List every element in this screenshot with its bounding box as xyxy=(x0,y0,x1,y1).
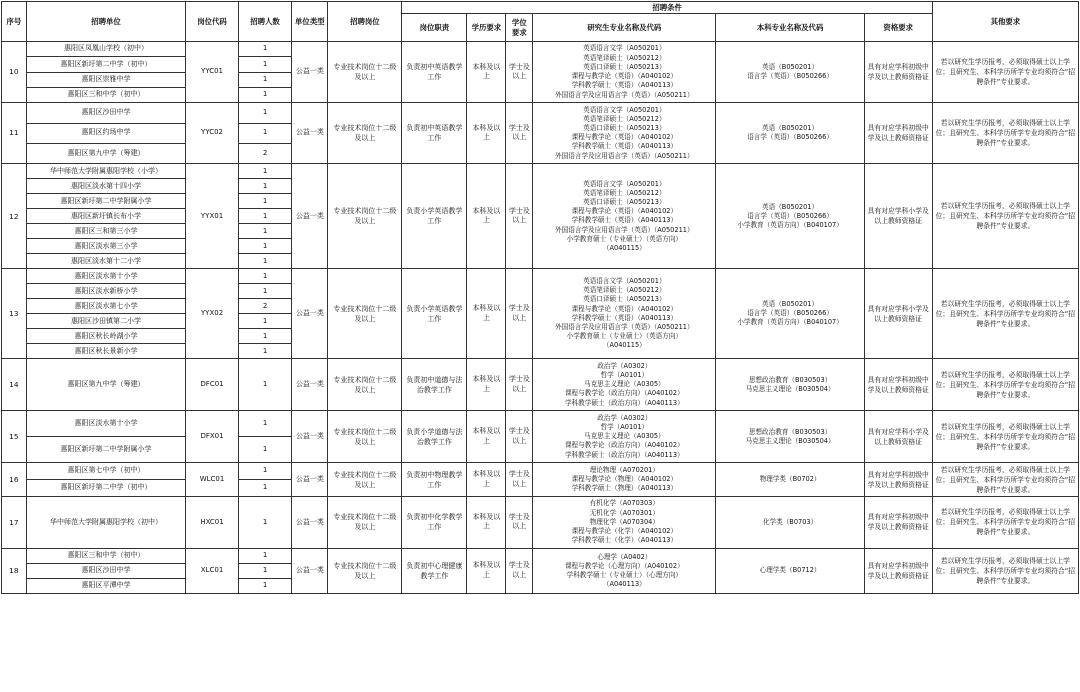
post-code: YYC01 xyxy=(186,42,239,103)
recruiting-unit: 惠阳区崇雅中学 xyxy=(26,72,186,87)
hire-count: 1 xyxy=(238,224,292,239)
hire-count: 1 xyxy=(238,72,292,87)
header-unit-type: 单位类型 xyxy=(292,2,328,42)
undergrad-majors: 英语（B050201） 语言学（英语）（B050266） xyxy=(716,103,864,164)
recruiting-unit: 惠阳区淡水第十四小学 xyxy=(26,179,186,194)
table-row xyxy=(2,463,1079,480)
row-seq: 16 xyxy=(2,463,27,497)
post-code: YYC02 xyxy=(186,103,239,164)
recruiting-unit: 惠阳区淡水第十小学 xyxy=(26,269,186,284)
row-seq: 15 xyxy=(2,411,27,463)
post-duty: 负责初中英语教学工作 xyxy=(402,103,467,164)
unit-type: 公益一类 xyxy=(292,548,328,593)
row-seq: 17 xyxy=(2,496,27,548)
post-duty: 负责小学英语教学工作 xyxy=(402,164,467,269)
recruiting-unit: 惠阳区淡水第三小学 xyxy=(26,239,186,254)
degree-requirement: 学士及以上 xyxy=(506,411,533,463)
post-code: DFC01 xyxy=(186,359,239,411)
education-requirement: 本科及以上 xyxy=(467,463,506,497)
hire-count: 1 xyxy=(238,329,292,344)
recruiting-unit: 惠阳区沙田中学 xyxy=(26,563,186,578)
post-level: 专业技术岗位十二级及以上 xyxy=(328,42,402,103)
table-row xyxy=(2,548,1079,563)
graduate-majors: 政治学（A0302） 哲学（A0101） 马克思主义理论（A0305） 课程与教学论（政治方向）（A040102） 学科教学硕士（政治方向）（A040113） xyxy=(533,411,716,463)
degree-requirement: 学士及以上 xyxy=(506,164,533,269)
post-duty: 负责初中物理教学工作 xyxy=(402,463,467,497)
graduate-majors: 政治学（A0302） 哲学（A0101） 马克思主义理论（A0305） 课程与教学论（政治方向）（A040102） 学科教学硕士（政治方向）（A040113） xyxy=(533,359,716,411)
recruiting-unit: 惠阳区沙田镇第二小学 xyxy=(26,314,186,329)
table-row xyxy=(2,359,1079,411)
recruiting-unit: 惠阳区凤凰山学校（初中） xyxy=(26,42,186,57)
post-code: HXC01 xyxy=(186,496,239,548)
hire-count: 1 xyxy=(238,103,292,123)
other-requirement: 若以研究生学历报考，必须取得硕士以上学位；且研究生、本科学历所学专业均须符合“招聘条件”专业要求。 xyxy=(932,103,1078,164)
degree-requirement: 学士及以上 xyxy=(506,496,533,548)
post-level: 专业技术岗位十二级及以上 xyxy=(328,103,402,164)
hire-count: 1 xyxy=(238,463,292,480)
hire-count: 1 xyxy=(238,164,292,179)
post-code: WLC01 xyxy=(186,463,239,497)
undergrad-majors: 物理学类（B0702） xyxy=(716,463,864,497)
hire-count: 1 xyxy=(238,123,292,143)
recruiting-unit: 惠阳区新圩第二中学附属小学 xyxy=(26,194,186,209)
post-code: XLC01 xyxy=(186,548,239,593)
header-conditions: 招聘条件 xyxy=(402,2,932,14)
table-row xyxy=(2,269,1079,284)
hire-count: 1 xyxy=(238,496,292,548)
recruiting-unit: 惠阳区新圩镇长布小学 xyxy=(26,209,186,224)
hire-count: 1 xyxy=(238,87,292,102)
education-requirement: 本科及以上 xyxy=(467,42,506,103)
undergrad-majors: 英语（B050201） 语言学（英语）（B050266） 小学教育（英语方向）（B040107） xyxy=(716,269,864,359)
post-duty: 负责小学英语教学工作 xyxy=(402,269,467,359)
header-ug-major: 本科专业名称及代码 xyxy=(716,14,864,42)
post-level: 专业技术岗位十二级及以上 xyxy=(328,164,402,269)
hire-count: 1 xyxy=(238,344,292,359)
recruiting-unit: 惠阳区三和中学（初中） xyxy=(26,87,186,102)
recruiting-unit: 华中师范大学附属惠阳学校（初中） xyxy=(26,496,186,548)
recruiting-unit: 惠阳区平潭中学 xyxy=(26,578,186,593)
table-row xyxy=(2,164,1079,179)
unit-type: 公益一类 xyxy=(292,164,328,269)
degree-requirement: 学士及以上 xyxy=(506,103,533,164)
hire-count: 1 xyxy=(238,194,292,209)
graduate-majors: 英语语言文学（A050201） 英语笔译硕士（A050212） 英语口译硕士（A050213） 课程与教学论（英语）（A040102） 学科教学硕士（英语）（A040113） 外国语言学及应用语言学（英语）（A050211） 小学教育硕士（专业硕士）（英语方向） （A040115） xyxy=(533,164,716,269)
row-seq: 13 xyxy=(2,269,27,359)
header-grad-major: 研究生专业名称及代码 xyxy=(533,14,716,42)
other-requirement: 若以研究生学历报考，必须取得硕士以上学位；且研究生、本科学历所学专业均须符合“招聘条件”专业要求。 xyxy=(932,269,1078,359)
education-requirement: 本科及以上 xyxy=(467,103,506,164)
table-row xyxy=(2,103,1079,123)
header-duty: 岗位职责 xyxy=(402,14,467,42)
post-level: 专业技术岗位十二级及以上 xyxy=(328,548,402,593)
qualification-requirement: 具有对应学科初级中学及以上教师资格证 xyxy=(864,463,932,497)
education-requirement: 本科及以上 xyxy=(467,164,506,269)
post-level: 专业技术岗位十二级及以上 xyxy=(328,463,402,497)
table-body xyxy=(2,42,1079,594)
other-requirement: 若以研究生学历报考，必须取得硕士以上学位；且研究生、本科学历所学专业均须符合“招聘条件”专业要求。 xyxy=(932,411,1078,463)
graduate-majors: 英语语言文学（A050201） 英语笔译硕士（A050212） 英语口译硕士（A050213） 课程与教学论（英语）（A040102） 学科教学硕士（英语）（A040113） 外国语言学及应用语言学（英语）（A050211） xyxy=(533,103,716,164)
row-seq: 18 xyxy=(2,548,27,593)
header-edu: 学历要求 xyxy=(467,14,506,42)
education-requirement: 本科及以上 xyxy=(467,496,506,548)
hire-count: 1 xyxy=(238,269,292,284)
graduate-majors: 有机化学（A070303） 无机化学（A070301） 物理化学（A070304） 课程与教学论（化学）（A040102） 学科教学硕士（化学）（A040113） xyxy=(533,496,716,548)
hire-count: 1 xyxy=(238,42,292,57)
post-level: 专业技术岗位十二级及以上 xyxy=(328,411,402,463)
unit-type: 公益一类 xyxy=(292,496,328,548)
degree-requirement: 学士及以上 xyxy=(506,269,533,359)
other-requirement: 若以研究生学历报考，必须取得硕士以上学位；且研究生、本科学历所学专业均须符合“招聘条件”专业要求。 xyxy=(932,463,1078,497)
post-duty: 负责初中心理健康教学工作 xyxy=(402,548,467,593)
unit-type: 公益一类 xyxy=(292,103,328,164)
hire-count: 1 xyxy=(238,314,292,329)
header-post: 招聘岗位 xyxy=(328,2,402,42)
unit-type: 公益一类 xyxy=(292,42,328,103)
qualification-requirement: 具有对应学科初级中学及以上教师资格证 xyxy=(864,42,932,103)
undergrad-majors: 化学类（B0703） xyxy=(716,496,864,548)
recruiting-unit: 惠阳区新圩第二中学（初中） xyxy=(26,480,186,497)
other-requirement: 若以研究生学历报考，必须取得硕士以上学位；且研究生、本科学历所学专业均须符合“招聘条件”专业要求。 xyxy=(932,164,1078,269)
hire-count: 1 xyxy=(238,437,292,463)
hire-count: 1 xyxy=(238,254,292,269)
education-requirement: 本科及以上 xyxy=(467,548,506,593)
education-requirement: 本科及以上 xyxy=(467,359,506,411)
post-duty: 负责初中英语教学工作 xyxy=(402,42,467,103)
recruiting-unit: 惠阳区新圩第二中学（初中） xyxy=(26,57,186,72)
graduate-majors: 英语语言文学（A050201） 英语笔译硕士（A050212） 英语口译硕士（A050213） 课程与教学论（英语）（A040102） 学科教学硕士（英语）（A040113） 外国语言学及应用语言学（英语）（A050211） 小学教育硕士（专业硕士）（英语方向） （A040115） xyxy=(533,269,716,359)
unit-type: 公益一类 xyxy=(292,269,328,359)
recruitment-table xyxy=(1,1,1079,594)
post-code: YYX01 xyxy=(186,164,239,269)
table-row xyxy=(2,42,1079,57)
hire-count: 1 xyxy=(238,284,292,299)
qualification-requirement: 具有对应学科小学及以上教师资格证 xyxy=(864,164,932,269)
education-requirement: 本科及以上 xyxy=(467,269,506,359)
graduate-majors: 英语语言文学（A050201） 英语笔译硕士（A050212） 英语口译硕士（A050213） 课程与教学论（英语）（A040102） 学科教学硕士（英语）（A040113） 外国语言学及应用语言学（英语）（A050211） xyxy=(533,42,716,103)
recruiting-unit: 惠阳区淡水第七小学 xyxy=(26,299,186,314)
hire-count: 1 xyxy=(238,548,292,563)
post-code: DFX01 xyxy=(186,411,239,463)
header-seq: 序号 xyxy=(2,2,27,42)
recruiting-unit: 惠阳区淡水第十小学 xyxy=(26,411,186,437)
table-row xyxy=(2,411,1079,437)
recruiting-unit: 惠阳区三和第三小学 xyxy=(26,224,186,239)
undergrad-majors: 思想政治教育（B030503） 马克思主义理论（B030504） xyxy=(716,359,864,411)
qualification-requirement: 具有对应学科小学及以上教师资格证 xyxy=(864,269,932,359)
recruiting-unit: 惠阳区第九中学（筹建） xyxy=(26,143,186,163)
education-requirement: 本科及以上 xyxy=(467,411,506,463)
recruiting-unit: 惠阳区淡水第十二小学 xyxy=(26,254,186,269)
recruiting-unit: 惠阳区新圩第二中学附属小学 xyxy=(26,437,186,463)
undergrad-majors: 心理学类（B0712） xyxy=(716,548,864,593)
header-other: 其他要求 xyxy=(932,2,1078,42)
recruiting-unit: 惠阳区淡水新桥小学 xyxy=(26,284,186,299)
hire-count: 1 xyxy=(238,239,292,254)
unit-type: 公益一类 xyxy=(292,463,328,497)
post-duty: 负责初中道德与法治教学工作 xyxy=(402,359,467,411)
degree-requirement: 学士及以上 xyxy=(506,463,533,497)
undergrad-majors: 英语（B050201） 语言学（英语）（B050266） xyxy=(716,42,864,103)
post-level: 专业技术岗位十二级及以上 xyxy=(328,359,402,411)
recruiting-unit: 惠阳区秋长岭湖小学 xyxy=(26,329,186,344)
hire-count: 1 xyxy=(238,209,292,224)
undergrad-majors: 英语（B050201） 语言学（英语）（B050266） 小学教育（英语方向）（B040107） xyxy=(716,164,864,269)
post-level: 专业技术岗位十二级及以上 xyxy=(328,269,402,359)
row-seq: 10 xyxy=(2,42,27,103)
row-seq: 11 xyxy=(2,103,27,164)
recruiting-unit: 惠阳区第七中学（初中） xyxy=(26,463,186,480)
graduate-majors: 理论物理（A070201） 课程与教学论（物理）（A040102） 学科教学硕士（物理）（A040113） xyxy=(533,463,716,497)
recruiting-unit: 惠阳区三和中学（初中） xyxy=(26,548,186,563)
hire-count: 1 xyxy=(238,359,292,411)
qualification-requirement: 具有对应学科初级中学及以上教师资格证 xyxy=(864,548,932,593)
recruiting-unit: 华中师范大学附属惠阳学校（小学） xyxy=(26,164,186,179)
hire-count: 1 xyxy=(238,179,292,194)
row-seq: 14 xyxy=(2,359,27,411)
qualification-requirement: 具有对应学科初级中学及以上教师资格证 xyxy=(864,103,932,164)
hire-count: 1 xyxy=(238,563,292,578)
header-code: 岗位代码 xyxy=(186,2,239,42)
other-requirement: 若以研究生学历报考，必须取得硕士以上学位；且研究生、本科学历所学专业均须符合“招聘条件”专业要求。 xyxy=(932,496,1078,548)
graduate-majors: 心理学（A0402） 课程与教学论（心理方向）（A040102） 学科教学硕士（专业硕士）（心理方向） （A040113） xyxy=(533,548,716,593)
recruiting-unit: 惠阳区沙田中学 xyxy=(26,103,186,123)
header-count: 招聘人数 xyxy=(238,2,292,42)
unit-type: 公益一类 xyxy=(292,359,328,411)
qualification-requirement: 具有对应学科初级中学及以上教师资格证 xyxy=(864,359,932,411)
post-duty: 负责小学道德与法治教学工作 xyxy=(402,411,467,463)
hire-count: 1 xyxy=(238,411,292,437)
hire-count: 1 xyxy=(238,480,292,497)
other-requirement: 若以研究生学历报考，必须取得硕士以上学位；且研究生、本科学历所学专业均须符合“招聘条件”专业要求。 xyxy=(932,42,1078,103)
hire-count: 2 xyxy=(238,143,292,163)
row-seq: 12 xyxy=(2,164,27,269)
hire-count: 2 xyxy=(238,299,292,314)
unit-type: 公益一类 xyxy=(292,411,328,463)
hire-count: 1 xyxy=(238,57,292,72)
other-requirement: 若以研究生学历报考，必须取得硕士以上学位；且研究生、本科学历所学专业均须符合“招聘条件”专业要求。 xyxy=(932,548,1078,593)
post-level: 专业技术岗位十二级及以上 xyxy=(328,496,402,548)
post-code: YYX02 xyxy=(186,269,239,359)
qualification-requirement: 具有对应学科小学及以上教师资格证 xyxy=(864,411,932,463)
degree-requirement: 学士及以上 xyxy=(506,42,533,103)
recruiting-unit: 惠阳区秋长景新小学 xyxy=(26,344,186,359)
header-qual: 资格要求 xyxy=(864,14,932,42)
recruiting-unit: 惠阳区第九中学（筹建） xyxy=(26,359,186,411)
header-degree: 学位要求 xyxy=(506,14,533,42)
degree-requirement: 学士及以上 xyxy=(506,548,533,593)
hire-count: 1 xyxy=(238,578,292,593)
other-requirement: 若以研究生学历报考，必须取得硕士以上学位；且研究生、本科学历所学专业均须符合“招聘条件”专业要求。 xyxy=(932,359,1078,411)
post-duty: 负责初中化学教学工作 xyxy=(402,496,467,548)
degree-requirement: 学士及以上 xyxy=(506,359,533,411)
recruiting-unit: 惠阳区约场中学 xyxy=(26,123,186,143)
header-unit: 招聘单位 xyxy=(26,2,186,42)
undergrad-majors: 思想政治教育（B030503） 马克思主义理论（B030504） xyxy=(716,411,864,463)
qualification-requirement: 具有对应学科初级中学及以上教师资格证 xyxy=(864,496,932,548)
table-row xyxy=(2,496,1079,548)
